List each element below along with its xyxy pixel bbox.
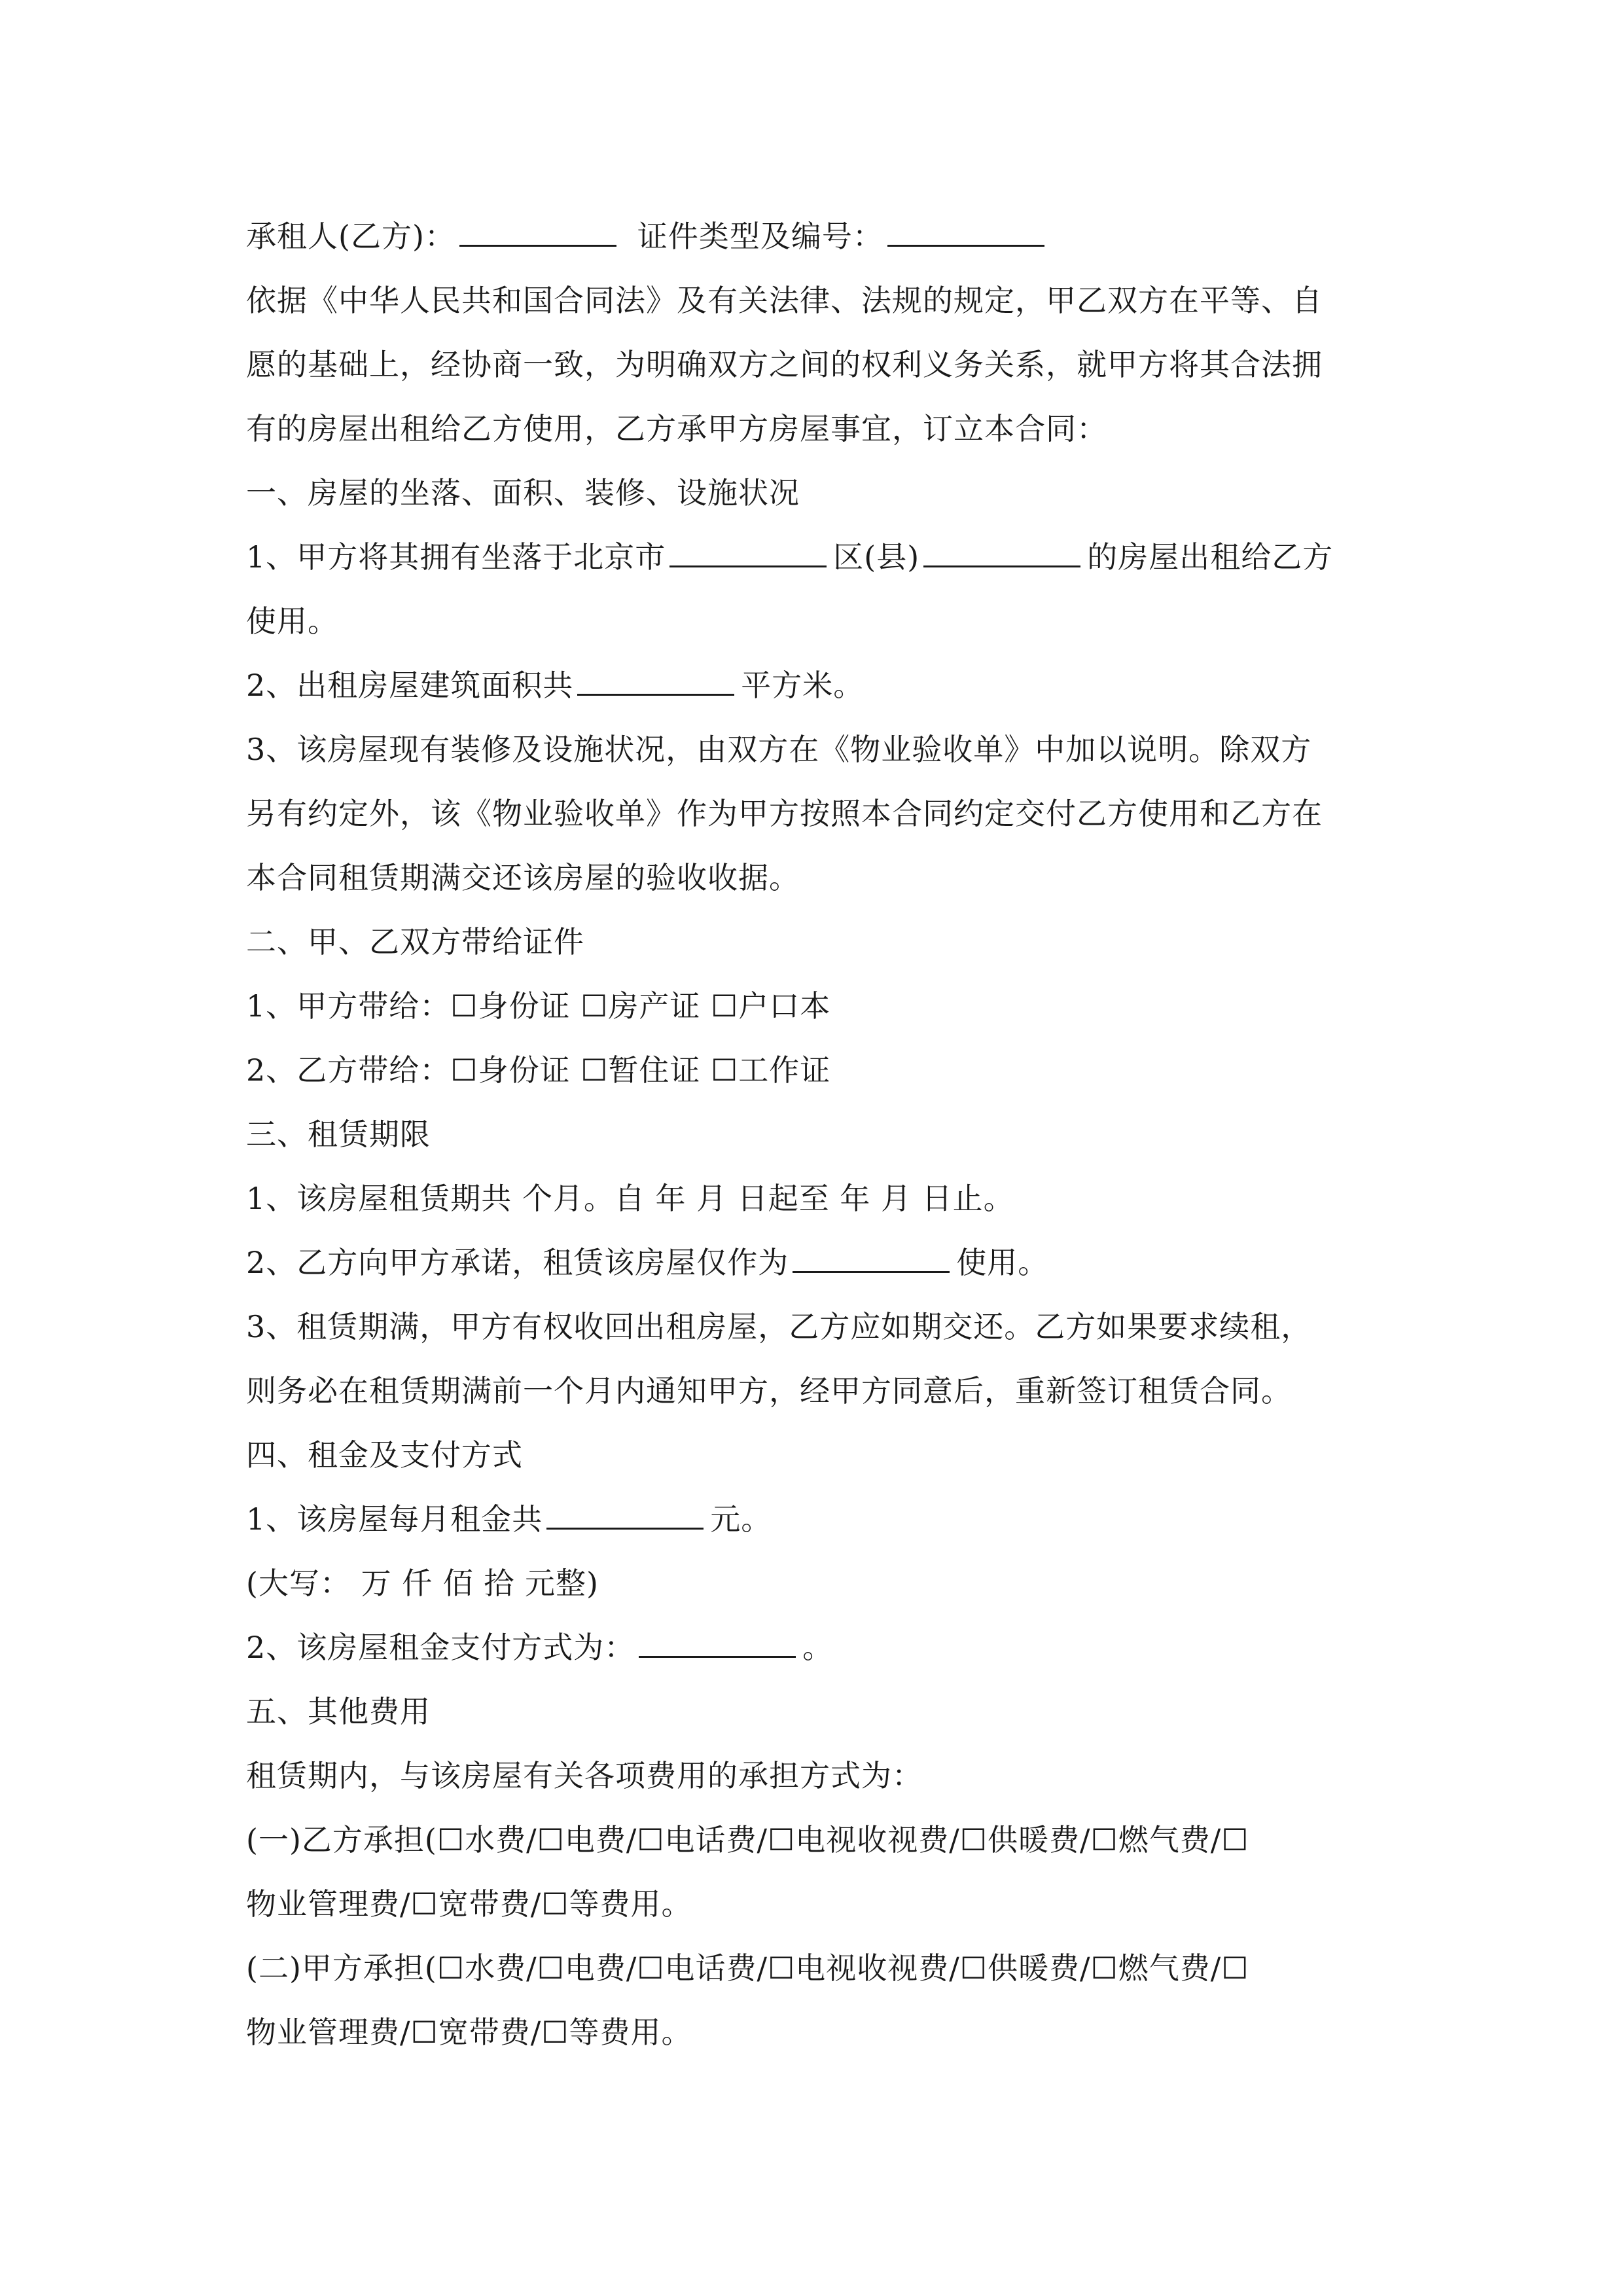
usage-blank xyxy=(793,1246,950,1273)
clause-5-2: (二)甲方承担(☐水费/☐电费/☐电话费/☐电视收视费/☐供暖费/☐燃气费/☐ xyxy=(246,1950,1249,1986)
clause-5-2-cont: 物业管理费/☐宽带费/☐等费用。 xyxy=(246,2015,692,2050)
area-blank xyxy=(577,669,734,696)
id-type-label: 证件类型及编号： xyxy=(637,219,883,254)
section-3-heading: 三、租赁期限 xyxy=(246,1117,431,1152)
clause-1-3-cont-1: 另有约定外，该《物业验收单》作为甲方按照本合同约定交付乙方使用和乙方在 xyxy=(246,796,1323,831)
tenant-line xyxy=(246,204,1398,268)
rent-in-words: (大写： 万 仟 佰 拾 元整) xyxy=(246,1566,599,1601)
rent-blank xyxy=(546,1503,704,1530)
section-5-heading: 五、其他费用 xyxy=(246,1694,431,1729)
id-number-blank xyxy=(887,220,1044,247)
tenant-name-blank xyxy=(459,220,616,247)
district-blank xyxy=(669,541,827,567)
clause-4-2: 2、该房屋租金支付方式为： 。 xyxy=(246,1630,834,1665)
preamble-line-1: 依据《中华人民共和国合同法》及有关法律、法规的规定，甲乙双方在平等、自 xyxy=(246,283,1323,318)
clause-2-2: 2、乙方带给：☐身份证 ☐暂住证 ☐工作证 xyxy=(246,1052,831,1088)
preamble-line-3: 有的房屋出租给乙方使用，乙方承甲方房屋事宜，订立本合同： xyxy=(246,411,1107,446)
contract-body xyxy=(246,204,1398,2064)
clause-3-1: 1、该房屋租赁期共 个月。自 年 月 日起至 年 月 日止。 xyxy=(246,1181,1014,1216)
clause-1-3-cont-2: 本合同租赁期满交还该房屋的验收收据。 xyxy=(246,860,800,895)
payment-method-blank xyxy=(639,1631,796,1658)
section-2-heading: 二、甲、乙双方带给证件 xyxy=(246,924,584,960)
address-blank xyxy=(923,541,1080,567)
preamble-line-2: 愿的基础上，经协商一致，为明确双方之间的权利义务关系，就甲方将其合法拥 xyxy=(246,347,1323,382)
clause-1-3: 3、该房屋现有装修及设施状况，由双方在《物业验收单》中加以说明。除双方 xyxy=(246,732,1312,767)
clause-2-1: 1、甲方带给：☐身份证 ☐房产证 ☐户口本 xyxy=(246,988,831,1024)
clause-3-2: 2、乙方向甲方承诺，租赁该房屋仅作为 使用。 xyxy=(246,1245,1049,1280)
section-1-heading: 一、房屋的坐落、面积、装修、设施状况 xyxy=(246,475,800,511)
clause-5-intro: 租赁期内，与该房屋有关各项费用的承担方式为： xyxy=(246,1758,923,1793)
clause-1-1: 1、甲方将其拥有坐落于北京市 区(县) 的房屋出租给乙方 xyxy=(246,539,1334,575)
tenant-label: 承租人(乙方)： xyxy=(246,219,455,254)
clause-3-3-cont: 则务必在租赁期满前一个月内通知甲方，经甲方同意后，重新签订租赁合同。 xyxy=(246,1373,1292,1408)
clause-1-1-cont: 使用。 xyxy=(246,603,338,639)
section-4-heading: 四、租金及支付方式 xyxy=(246,1437,523,1473)
clause-5-1-cont: 物业管理费/☐宽带费/☐等费用。 xyxy=(246,1886,692,1922)
clause-4-1: 1、该房屋每月租金共 元。 xyxy=(246,1501,772,1537)
clause-3-3: 3、租赁期满，甲方有权收回出租房屋，乙方应如期交还。乙方如果要求续租， xyxy=(246,1309,1312,1344)
clause-1-2: 2、出租房屋建筑面积共 平方米。 xyxy=(246,668,865,703)
clause-5-1: (一)乙方承担(☐水费/☐电费/☐电话费/☐电视收视费/☐供暖费/☐燃气费/☐ xyxy=(246,1822,1249,1857)
